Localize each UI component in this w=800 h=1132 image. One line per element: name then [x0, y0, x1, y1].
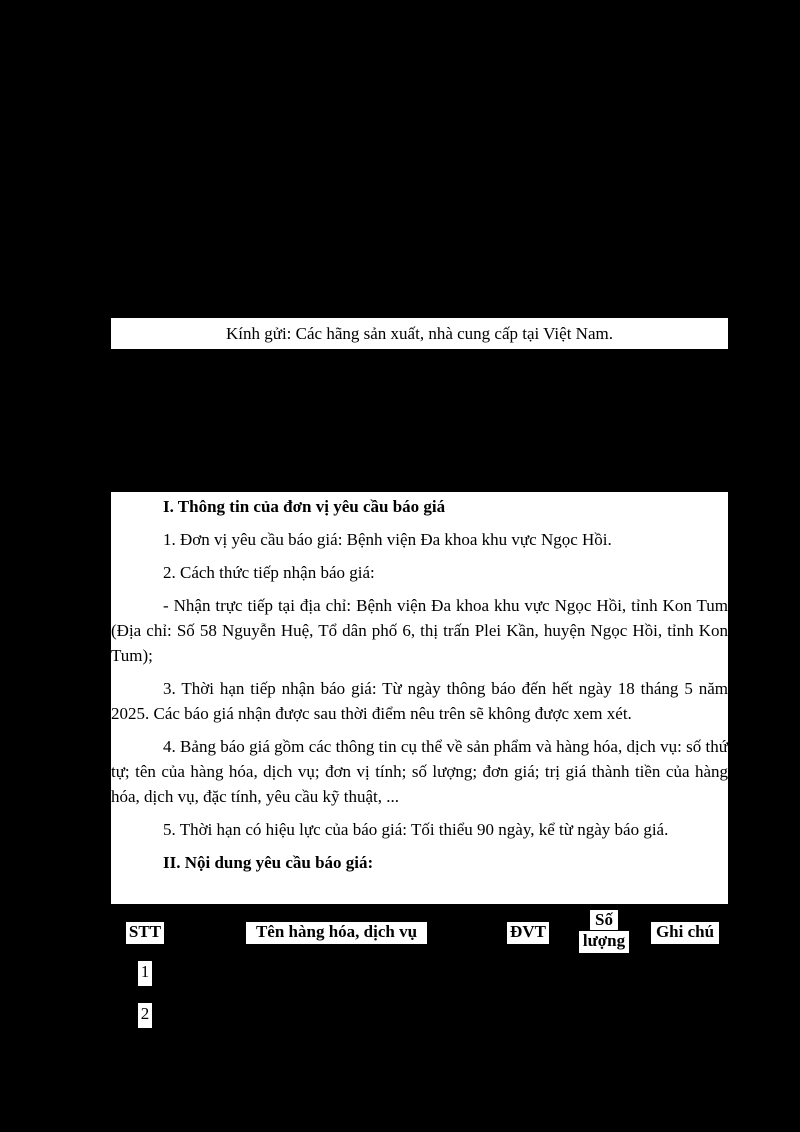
- item-1-requesting-unit: 1. Đơn vị yêu cầu báo giá: Bệnh viện Đa khoa khu vực Ngọc Hồi.: [163, 530, 612, 549]
- item-2-detail: - Nhận trực tiếp tại địa chỉ: Bệnh viện Đa khoa khu vực Ngọc Hồi, tỉnh Kon Tum (Địa chỉ: Số 58 Nguyễn Huệ, Tổ dân phố 6, thị trấn Plei Kần, huyện Ngọc Hồi, tỉnh Kon Tum);: [111, 596, 728, 665]
- table-row-number: 1: [138, 961, 152, 986]
- item-5-validity: 5. Thời hạn có hiệu lực của báo giá: Tối thiểu 90 ngày, kể từ ngày báo giá.: [163, 820, 669, 839]
- request-body: [111, 492, 728, 904]
- greeting-line: Kính gửi: Các hãng sản xuất, nhà cung cấp tại Việt Nam.: [111, 318, 728, 349]
- header-qty-line2: lượng: [579, 931, 629, 953]
- item-4-quote-contents: 4. Bảng báo giá gồm các thông tin cụ thể về sản phẩm và hàng hóa, dịch vụ: số thứ tự; tên của hàng hóa, dịch vụ; đơn vị tính; số lượng; đơn giá; trị giá thành tiền của hàng hóa, dịch vụ, đặc tính, yêu cầu kỹ thuật, ...: [111, 737, 728, 806]
- header-stt: STT: [126, 922, 164, 944]
- item-3-deadline: 3. Thời hạn tiếp nhận báo giá: Từ ngày thông báo đến hết ngày 18 tháng 5 năm 2025. Các báo giá nhận được sau thời điểm nêu trên sẽ không được xem xét.: [111, 679, 728, 723]
- header-unit: ĐVT: [507, 922, 549, 944]
- header-item-name: Tên hàng hóa, dịch vụ: [246, 922, 427, 944]
- table-row-number: 2: [138, 1003, 152, 1028]
- item-2-receiving-method: 2. Cách thức tiếp nhận báo giá:: [163, 563, 375, 582]
- header-note: Ghi chú: [651, 922, 719, 944]
- header-qty-line1: Số: [590, 910, 618, 930]
- section-1-title: I. Thông tin của đơn vị yêu cầu báo giá: [163, 497, 446, 516]
- section-2-title: II. Nội dung yêu cầu báo giá:: [163, 853, 374, 872]
